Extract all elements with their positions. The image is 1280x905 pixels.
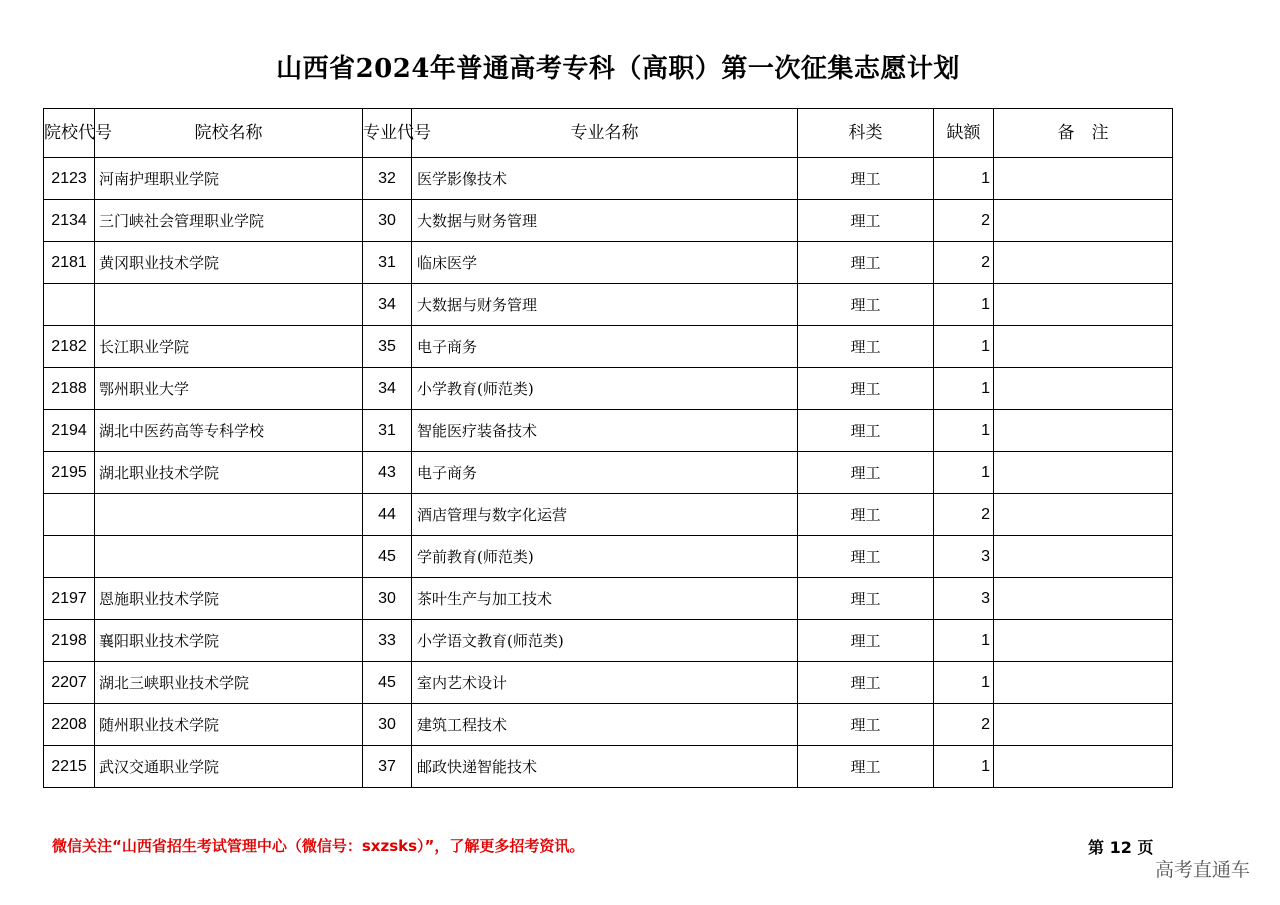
cell-remarks	[994, 326, 1173, 368]
cell-major-name: 建筑工程技术	[412, 704, 798, 746]
cell-category: 理工	[798, 368, 934, 410]
cell-major-code: 45	[363, 662, 412, 704]
table-row	[44, 242, 1173, 284]
cell-remarks	[994, 494, 1173, 536]
cell-vacancy: 1	[934, 326, 994, 368]
cell-major-code: 31	[363, 242, 412, 284]
cell-vacancy: 1	[934, 158, 994, 200]
cell-category: 理工	[798, 326, 934, 368]
cell-school-name: 湖北职业技术学院	[95, 452, 363, 494]
cell-remarks	[994, 662, 1173, 704]
cell-school-code: 2197	[44, 578, 95, 620]
header-vacancy: 缺额	[934, 109, 994, 158]
cell-remarks	[994, 746, 1173, 788]
table-row	[44, 326, 1173, 368]
cell-category: 理工	[798, 578, 934, 620]
cell-major-code: 30	[363, 578, 412, 620]
cell-major-name: 小学教育(师范类)	[412, 368, 798, 410]
cell-remarks	[994, 536, 1173, 578]
page-number: 第 12 页	[1088, 838, 1154, 857]
cell-school-code: 2198	[44, 620, 95, 662]
cell-remarks	[994, 200, 1173, 242]
cell-category: 理工	[798, 746, 934, 788]
cell-vacancy: 1	[934, 620, 994, 662]
cell-vacancy: 2	[934, 494, 994, 536]
table-row	[44, 158, 1173, 200]
header-school-code: 院校代号	[44, 109, 95, 158]
cell-school-code: 2188	[44, 368, 95, 410]
cell-remarks	[994, 452, 1173, 494]
cell-category: 理工	[798, 536, 934, 578]
cell-school-name: 鄂州职业大学	[95, 368, 363, 410]
cell-vacancy: 1	[934, 662, 994, 704]
cell-vacancy: 3	[934, 578, 994, 620]
cell-major-name: 邮政快递智能技术	[412, 746, 798, 788]
cell-major-code: 34	[363, 284, 412, 326]
header-category: 科类	[798, 109, 934, 158]
cell-vacancy: 2	[934, 704, 994, 746]
cell-major-name: 智能医疗装备技术	[412, 410, 798, 452]
cell-remarks	[994, 704, 1173, 746]
cell-major-name: 室内艺术设计	[412, 662, 798, 704]
cell-school-name: 湖北中医药高等专科学校	[95, 410, 363, 452]
table-row	[44, 494, 1173, 536]
cell-school-name: 恩施职业技术学院	[95, 578, 363, 620]
cell-major-name: 茶叶生产与加工技术	[412, 578, 798, 620]
cell-category: 理工	[798, 158, 934, 200]
cell-school-name: 河南护理职业学院	[95, 158, 363, 200]
watermark-text: 高考直通车	[1154, 859, 1250, 881]
cell-major-code: 30	[363, 704, 412, 746]
cell-school-name: 武汉交通职业学院	[95, 746, 363, 788]
cell-school-name	[95, 284, 363, 326]
header-remarks: 备 注	[994, 109, 1173, 158]
cell-school-name: 黄冈职业技术学院	[95, 242, 363, 284]
table-row	[44, 368, 1173, 410]
enrollment-plan-table	[43, 108, 1173, 788]
cell-major-code: 31	[363, 410, 412, 452]
cell-major-name: 小学语文教育(师范类)	[412, 620, 798, 662]
cell-major-name: 电子商务	[412, 326, 798, 368]
cell-vacancy: 2	[934, 242, 994, 284]
cell-category: 理工	[798, 200, 934, 242]
cell-school-code: 2123	[44, 158, 95, 200]
cell-school-name	[95, 536, 363, 578]
cell-major-code: 30	[363, 200, 412, 242]
cell-major-code: 33	[363, 620, 412, 662]
cell-school-code: 2182	[44, 326, 95, 368]
cell-major-code: 37	[363, 746, 412, 788]
cell-vacancy: 1	[934, 452, 994, 494]
cell-school-code: 2215	[44, 746, 95, 788]
cell-vacancy: 1	[934, 284, 994, 326]
cell-major-name: 学前教育(师范类)	[412, 536, 798, 578]
cell-school-name: 三门峡社会管理职业学院	[95, 200, 363, 242]
cell-school-code: 2208	[44, 704, 95, 746]
cell-remarks	[994, 242, 1173, 284]
cell-major-code: 34	[363, 368, 412, 410]
cell-school-code: 2194	[44, 410, 95, 452]
cell-category: 理工	[798, 242, 934, 284]
table-row	[44, 452, 1173, 494]
cell-category: 理工	[798, 704, 934, 746]
table-row	[44, 746, 1173, 788]
cell-school-code: 2195	[44, 452, 95, 494]
table-row	[44, 200, 1173, 242]
cell-major-code: 44	[363, 494, 412, 536]
cell-category: 理工	[798, 620, 934, 662]
cell-school-code: 2181	[44, 242, 95, 284]
table-row	[44, 662, 1173, 704]
cell-remarks	[994, 368, 1173, 410]
table-row	[44, 536, 1173, 578]
cell-remarks	[994, 284, 1173, 326]
cell-category: 理工	[798, 662, 934, 704]
page-title: 山西省2024年普通高考专科（高职）第一次征集志愿计划	[276, 54, 960, 84]
cell-school-code: 2134	[44, 200, 95, 242]
cell-school-code: 2207	[44, 662, 95, 704]
table-body	[44, 158, 1173, 788]
cell-category: 理工	[798, 452, 934, 494]
cell-remarks	[994, 620, 1173, 662]
cell-major-name: 临床医学	[412, 242, 798, 284]
cell-category: 理工	[798, 284, 934, 326]
cell-school-name	[95, 494, 363, 536]
cell-vacancy: 1	[934, 368, 994, 410]
table-row	[44, 704, 1173, 746]
cell-vacancy: 3	[934, 536, 994, 578]
cell-remarks	[994, 158, 1173, 200]
cell-school-name: 随州职业技术学院	[95, 704, 363, 746]
cell-major-name: 大数据与财务管理	[412, 200, 798, 242]
cell-school-name: 襄阳职业技术学院	[95, 620, 363, 662]
table-header-row	[44, 109, 1173, 158]
cell-major-name: 大数据与财务管理	[412, 284, 798, 326]
cell-category: 理工	[798, 494, 934, 536]
table-row	[44, 578, 1173, 620]
cell-major-name: 医学影像技术	[412, 158, 798, 200]
cell-school-code	[44, 284, 95, 326]
header-major-code: 专业代号	[363, 109, 412, 158]
cell-remarks	[994, 410, 1173, 452]
cell-major-code: 43	[363, 452, 412, 494]
cell-school-code	[44, 494, 95, 536]
cell-remarks	[994, 578, 1173, 620]
cell-vacancy: 1	[934, 746, 994, 788]
cell-school-name: 长江职业学院	[95, 326, 363, 368]
cell-vacancy: 1	[934, 410, 994, 452]
header-school-name: 院校名称	[95, 109, 363, 158]
cell-school-name: 湖北三峡职业技术学院	[95, 662, 363, 704]
cell-vacancy: 2	[934, 200, 994, 242]
cell-major-code: 45	[363, 536, 412, 578]
cell-category: 理工	[798, 410, 934, 452]
cell-school-code	[44, 536, 95, 578]
table-row	[44, 410, 1173, 452]
table-row	[44, 620, 1173, 662]
cell-major-name: 电子商务	[412, 452, 798, 494]
footer-wechat-note: 微信关注“山西省招生考试管理中心（微信号：sxzsks）”，了解更多招考资讯。	[52, 837, 585, 855]
cell-major-code: 35	[363, 326, 412, 368]
table-row	[44, 284, 1173, 326]
header-major-name: 专业名称	[412, 109, 798, 158]
cell-major-code: 32	[363, 158, 412, 200]
cell-major-name: 酒店管理与数字化运营	[412, 494, 798, 536]
